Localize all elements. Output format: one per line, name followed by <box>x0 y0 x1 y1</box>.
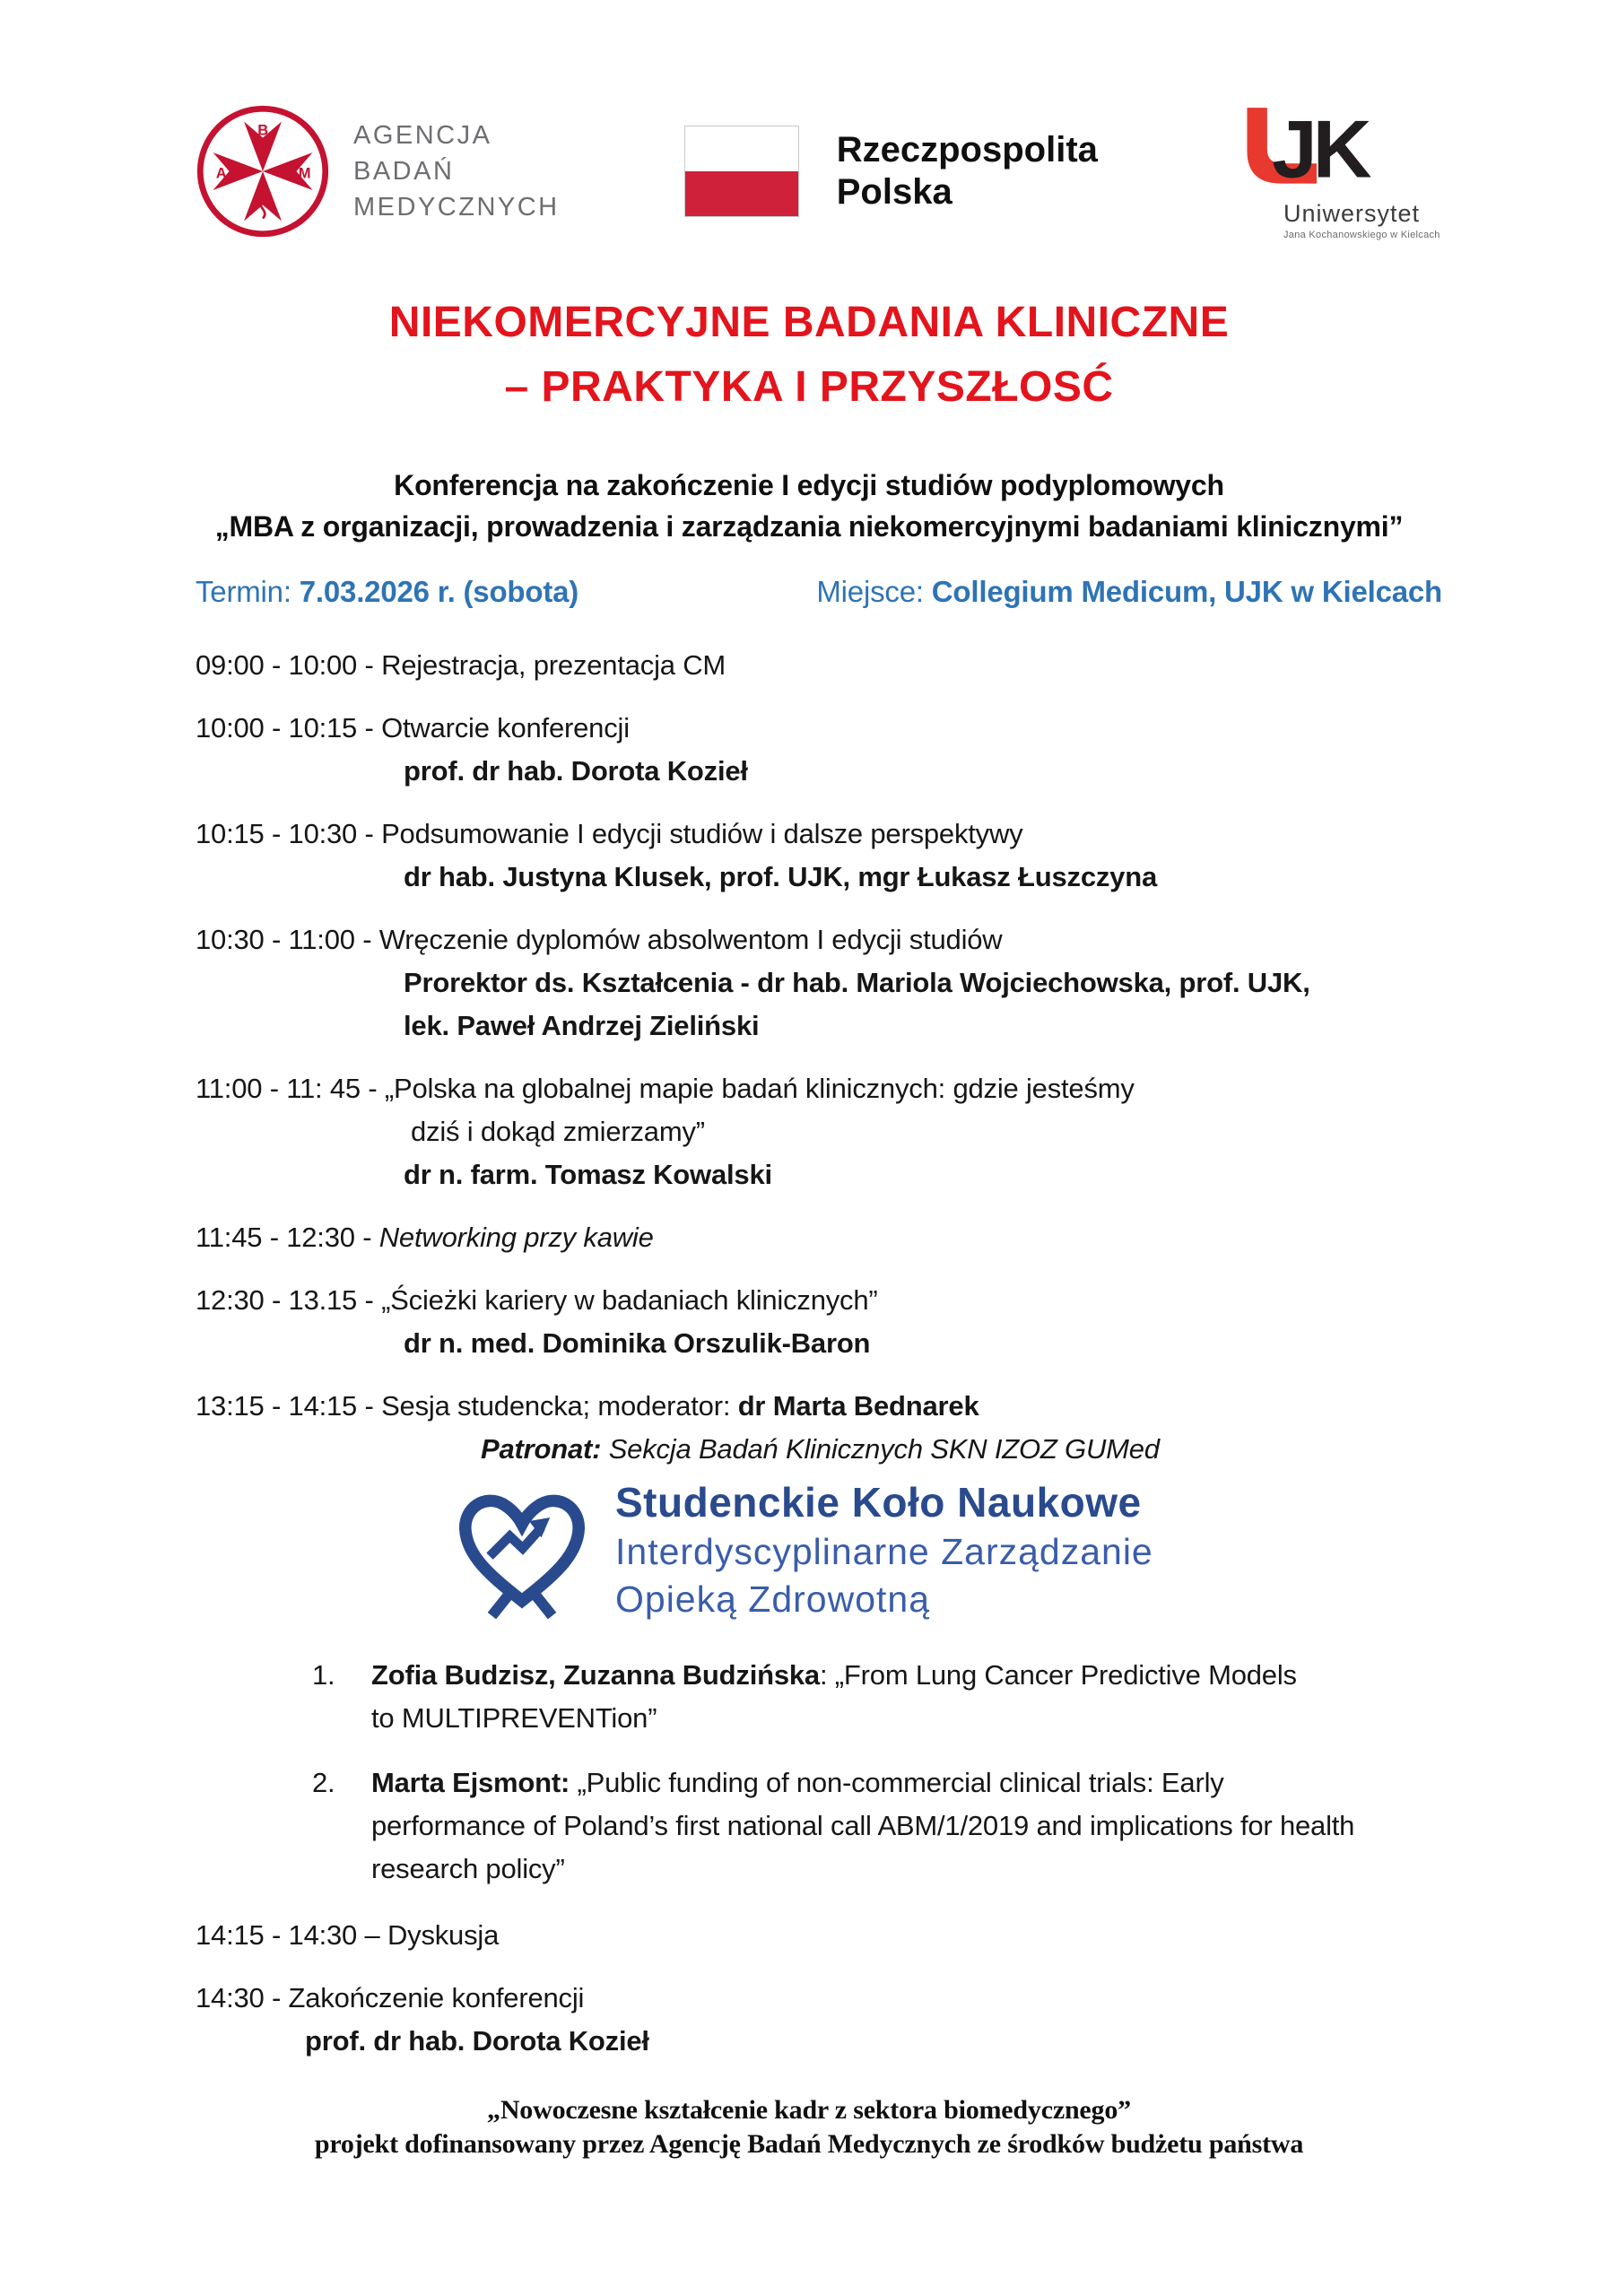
talk-title-continuation: research policy” <box>371 1853 565 1884</box>
talk-authors: Marta Ejsmont: <box>371 1767 570 1798</box>
time-range: 09:00 - 10:00 - <box>196 649 382 681</box>
poland-wordmark-line: Rzeczpospolita <box>836 130 1098 170</box>
schedule-closing <box>0 1914 1618 2063</box>
abm-wordmark <box>353 117 560 225</box>
schedule-entry-1415 <box>196 1914 1483 1957</box>
speaker-line: dr hab. Justyna Klusek, prof. UJK, mgr Łukasz Łuszczyna <box>404 861 1157 892</box>
talk-title-continuation: to MULTIPREVENTion” <box>371 1702 657 1734</box>
schedule-entry-1230 <box>196 1279 1483 1365</box>
skn-wordmark-line2: Interdyscyplinarne Zarządzanie <box>615 1531 1153 1572</box>
termin-field <box>196 570 578 613</box>
patronat-text: Sekcja Badań Klinicznych SKN IZOZ GUMed <box>608 1433 1160 1465</box>
poland-logo <box>684 126 1098 217</box>
schedule-entry-1015 <box>196 813 1483 899</box>
time-range: 12:30 - 13.15 - <box>196 1284 382 1316</box>
schedule-entry-1100 <box>196 1067 1483 1196</box>
session-title: Dyskusja <box>387 1919 500 1951</box>
schedule-entry-1315 <box>196 1385 1483 1471</box>
list-number: 2. <box>312 1767 335 1798</box>
funding-footer <box>0 2093 1618 2161</box>
conference-subtitle-line1: Konferencja na zakończenie I edycji studiów podyplomowych <box>394 469 1224 501</box>
student-talk-1 <box>312 1654 1618 1740</box>
talk-title-continuation: performance of Poland’s first national call ABM/1/2019 and implications for health <box>371 1810 1355 1841</box>
date-location-row <box>0 570 1618 613</box>
schedule-entry-1000 <box>196 707 1483 793</box>
termin-value: 7.03.2026 r. (sobota) <box>299 575 579 608</box>
speaker-line: dr n. med. Dominika Orszulik-Baron <box>404 1327 871 1359</box>
abm-wordmark-line: BADAŃ <box>353 157 455 186</box>
abm-letter-a: A <box>215 165 227 182</box>
session-title: Podsumowanie I edycji studiów i dalsze perspektywy <box>381 818 1023 849</box>
termin-label: Termin: <box>196 575 300 608</box>
speaker-line: dr n. farm. Tomasz Kowalski <box>404 1159 772 1190</box>
time-range: 14:15 - 14:30 – <box>196 1919 387 1951</box>
abm-letter-m: M <box>298 165 311 182</box>
time-range: 14:30 - <box>196 1982 289 2013</box>
schedule-entry-1145 <box>196 1216 1483 1259</box>
miejsce-label: Miejsce: <box>816 575 932 608</box>
list-number: 1. <box>312 1659 335 1691</box>
ujk-jk-letters: JK <box>1272 103 1368 196</box>
schedule <box>0 644 1618 1471</box>
ujk-name: Uniwersytet <box>1283 199 1421 227</box>
talk-text <box>371 1761 1354 1891</box>
abm-wordmark-line: MEDYCZNYCH <box>353 193 560 222</box>
time-range: 10:00 - 10:15 - <box>196 712 382 744</box>
time-range: 11:45 - 12:30 - <box>196 1222 379 1253</box>
ujk-logo <box>1222 103 1440 240</box>
schedule-entry-1030 <box>196 918 1483 1048</box>
speaker-line: lek. Paweł Andrzej Zieliński <box>404 1010 760 1041</box>
header-logos <box>0 0 1618 242</box>
schedule-entry-0900 <box>196 644 1483 687</box>
page-title-line1: NIEKOMERCYJNE BADANIA KLINICZNE <box>388 299 1230 346</box>
abm-wordmark-line: AGENCJA <box>353 121 492 150</box>
ujk-mark-icon <box>1222 103 1411 204</box>
talk-title: : „From Lung Cancer Predictive Models <box>819 1659 1297 1691</box>
student-session-list <box>0 1654 1618 1891</box>
speaker-line: prof. dr hab. Dorota Kozieł <box>404 755 748 787</box>
schedule-entry-1430 <box>196 1977 1483 2063</box>
ujk-subname: Jana Kochanowskiego w Kielcach <box>1283 229 1440 240</box>
miejsce-field <box>816 570 1442 613</box>
skn-wordmark-line3: Opieką Zdrowotną <box>615 1578 931 1620</box>
session-title: Otwarcie konferencji <box>381 712 630 744</box>
time-range: 13:15 - 14:15 - <box>196 1390 382 1422</box>
skn-wordmark <box>615 1476 1153 1623</box>
funding-footer-line2: projekt dofinansowany przez Agencję Badań Medycznych ze środków budżetu państwa <box>314 2129 1304 2159</box>
session-title: Sesja studencka; moderator: <box>381 1390 738 1422</box>
abm-logo <box>196 104 560 239</box>
student-talk-2 <box>312 1761 1618 1891</box>
session-title: „Polska na globalnej mapie badań klinicznych: gdzie jesteśmy <box>384 1073 1135 1104</box>
miejsce-value: Collegium Medicum, UJK w Kielcach <box>931 575 1442 608</box>
session-title: Rejestracja, prezentacja CM <box>381 649 726 681</box>
time-range: 10:30 - 11:00 - <box>196 924 379 955</box>
speaker-line: prof. dr hab. Dorota Kozieł <box>305 2025 649 2057</box>
abm-letter-b: B <box>257 122 268 139</box>
skn-heart-icon <box>447 1473 597 1627</box>
talk-text <box>371 1654 1297 1740</box>
poland-wordmark <box>837 129 1098 213</box>
abm-maltese-cross-icon <box>196 104 330 239</box>
patronat-label: Patronat: <box>481 1433 609 1465</box>
skn-logo <box>447 1473 1618 1627</box>
funding-footer-line1: „Nowoczesne kształcenie kadr z sektora biomedycznego” <box>487 2095 1131 2125</box>
skn-wordmark-line1: Studenckie Koło Naukowe <box>615 1479 1142 1526</box>
time-range: 10:15 - 10:30 - <box>196 818 382 849</box>
patronat-line <box>196 1428 1483 1471</box>
page-title-line2: – PRAKTYKA I PRZYSZŁOSĆ <box>504 363 1114 411</box>
talk-authors: Zofia Budzisz, Zuzanna Budzińska <box>371 1659 820 1691</box>
talk-title: „Public funding of non-commercial clinical trials: Early <box>570 1767 1224 1798</box>
session-title: Wręczenie dyplomów absolwentom I edycji studiów <box>378 924 1003 955</box>
session-title-continuation: dziś i dokąd zmierzamy” <box>411 1116 705 1147</box>
speaker-line: Prorektor ds. Kształcenia - dr hab. Mariola Wojciechowska, prof. UJK, <box>404 967 1310 998</box>
conference-subtitle <box>0 465 1618 547</box>
poland-flag-icon <box>684 126 799 217</box>
session-title: „Ścieżki kariery w badaniach klinicznych” <box>381 1284 878 1316</box>
poland-wordmark-line: Polska <box>836 172 953 212</box>
page-title <box>0 291 1618 420</box>
conference-subtitle-line2: „MBA z organizacji, prowadzenia i zarządzania niekomercyjnymi badaniami klinicznymi” <box>214 510 1404 543</box>
session-title: Networking przy kawie <box>378 1222 654 1253</box>
time-range: 11:00 - 11: 45 - <box>196 1073 385 1104</box>
session-title: Zakończenie konferencji <box>288 1982 585 2013</box>
moderator-name: dr Marta Bednarek <box>737 1390 979 1422</box>
